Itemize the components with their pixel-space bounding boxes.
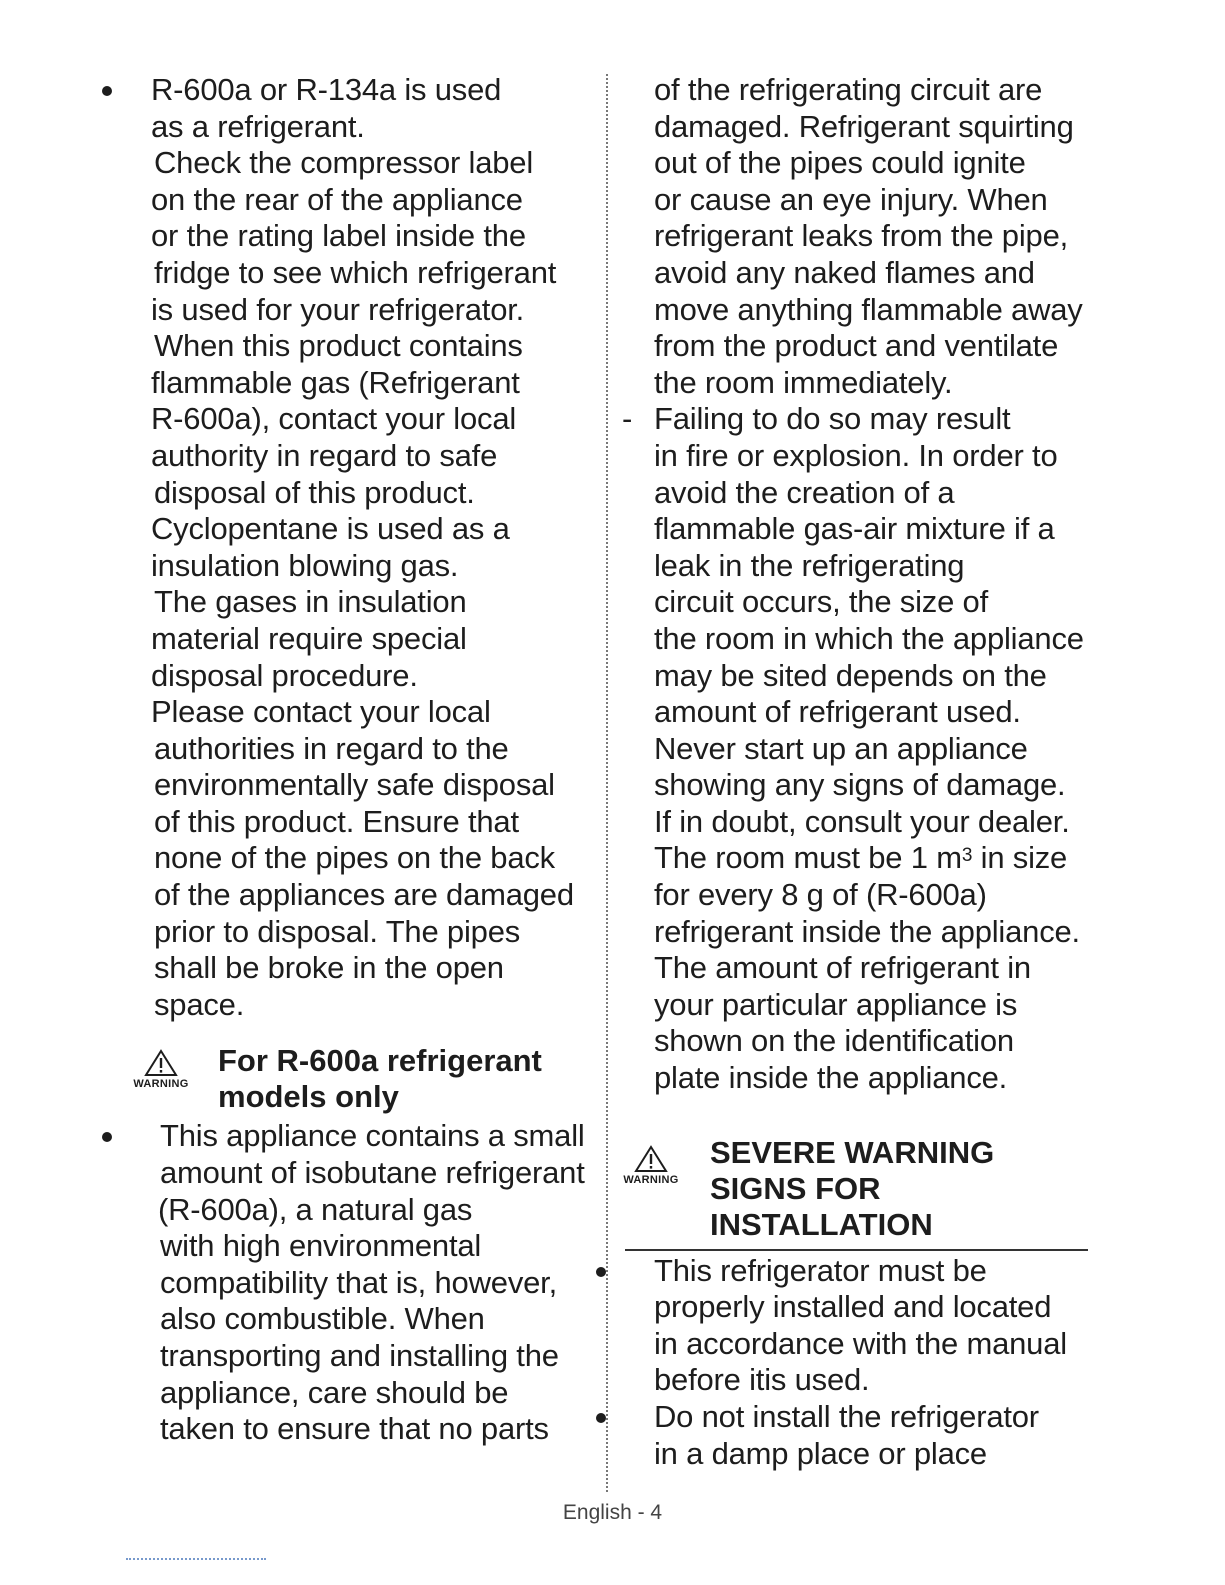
body-line: shall be broke in the open [154,950,504,986]
body-line: Please contact your local [151,694,491,730]
body-line: out of the pipes could ignite [654,145,1026,181]
body-line: showing any signs of damage. [654,767,1066,803]
body-line: your particular appliance is [654,986,1018,1022]
body-line: When this product contains [154,328,523,364]
warning-label: WARNING [623,1173,679,1186]
body-line: refrigerant inside the appliance. [654,913,1080,949]
severe-title-line: SIGNS FOR [710,1170,881,1206]
body-line: as a refrigerant. [151,108,365,144]
body-line: none of the pipes on the back [154,840,555,876]
body-line: plate inside the appliance. [654,1060,1008,1096]
bullet-line: R-600a or R-134a is used [126,72,588,109]
warning-heading [126,1043,588,1125]
body-line: the room in which the appliance [654,620,1084,656]
body-line: (R-600a), a natural gas [158,1191,473,1227]
body-line: also combustible. When [160,1301,485,1337]
body-line: the room immediately. [654,364,953,400]
body-line: appliance, care should be [160,1374,509,1410]
body-line: Check the compressor label [154,145,534,181]
warning-title-line: models only [218,1079,399,1115]
dash-line [620,401,1090,438]
body-line: in accordance with the manual [654,1325,1067,1361]
body-line: or the rating label inside the [151,218,526,254]
warning-title-line: For R-600a refrigerant [218,1043,542,1079]
body-line: insulation blowing gas. [151,547,459,583]
body-line: from the product and ventilate [654,328,1059,364]
left-column [126,72,588,1448]
bottom-rule [126,1558,266,1560]
body-line: damaged. Refrigerant squirting [654,108,1074,144]
body-line: Never start up an appliance [654,730,1028,766]
dash-text: Failing to do so may result [654,401,1011,437]
warning-triangle-icon [126,1049,196,1090]
body-line: leak in the refrigerating [654,547,965,583]
body-line: of this product. Ensure that [154,803,519,839]
body-line: avoid the creation of a [654,474,955,510]
body-line: refrigerant leaks from the pipe, [654,218,1069,254]
body-line: of the refrigerating circuit are [654,72,1043,107]
severe-warning-title [710,1135,994,1243]
body-line: with high environmental [160,1228,482,1264]
body-line: authorities in regard to the [154,730,509,766]
body-line: of the appliances are damaged [154,877,574,913]
body-line: disposal of this product. [154,474,475,510]
severe-warning-heading [620,1135,1090,1245]
column-divider [606,74,608,1492]
warning-label: WARNING [133,1078,189,1091]
body-line: Cyclopentane is used as a [151,511,510,547]
body-line: flammable gas-air mixture if a [654,511,1055,547]
body-line: material require special [151,620,467,656]
body-line: taken to ensure that no parts [160,1411,549,1447]
body-line: space. [154,986,245,1022]
bullet-line: Do not install the refrigerator [620,1399,1090,1436]
dash-marker: - [622,401,633,437]
body-line: in fire or explosion. In order to [654,437,1058,473]
room-size-line [620,840,1090,877]
body-line: on the rear of the appliance [151,181,523,217]
body-line: The amount of refrigerant in [654,950,1031,986]
severe-title-line: SEVERE WARNING [710,1134,995,1170]
bullet-line: This appliance contains a small [126,1118,588,1155]
heading-rule [625,1249,1088,1251]
body-line: in a damp place or place [654,1435,987,1471]
warning-title [218,1043,542,1115]
body-line: prior to disposal. The pipes [154,913,521,949]
bullet-line: This refrigerator must be [620,1253,1090,1290]
body-line: fridge to see which refrigerant [154,254,557,290]
body-line: avoid any naked flames and [654,254,1035,290]
page-number: English - 4 [562,1501,663,1524]
body-line: may be sited depends on the [654,657,1047,693]
body-line: move anything flammable away [654,291,1083,327]
body-line: properly installed and located [654,1289,1052,1325]
body-line: for every 8 g of (R-600a) [654,877,987,913]
body-line: If in doubt, consult your dealer. [654,803,1070,839]
room-size-text: The room must be 1 m [654,840,962,876]
severe-title-line: INSTALLATION [710,1206,933,1242]
body-line: shown on the identification [654,1023,1014,1059]
body-line: before itis used. [654,1362,870,1398]
body-line: or cause an eye injury. When [654,181,1048,217]
body-line: transporting and installing the [160,1338,559,1373]
body-line: flammable gas (Refrigerant [151,364,520,400]
body-line: The gases in insulation [154,584,467,620]
body-line: disposal procedure. [151,657,418,693]
body-line: amount of isobutane refrigerant [160,1155,585,1191]
body-line: authority in regard to safe [151,437,498,473]
right-column [620,72,1090,1472]
warning-triangle-icon [616,1145,686,1186]
superscript: 3 [961,845,973,867]
body-line: environmentally safe disposal [154,767,555,803]
body-line: amount of refrigerant used. [654,694,1021,730]
body-line: circuit occurs, the size of [654,584,988,620]
room-size-text-end: in size [972,840,1068,876]
body-line: is used for your refrigerator. [151,291,525,327]
body-line: compatibility that is, however, [160,1264,557,1300]
body-line: R-600a), contact your local [151,401,517,437]
